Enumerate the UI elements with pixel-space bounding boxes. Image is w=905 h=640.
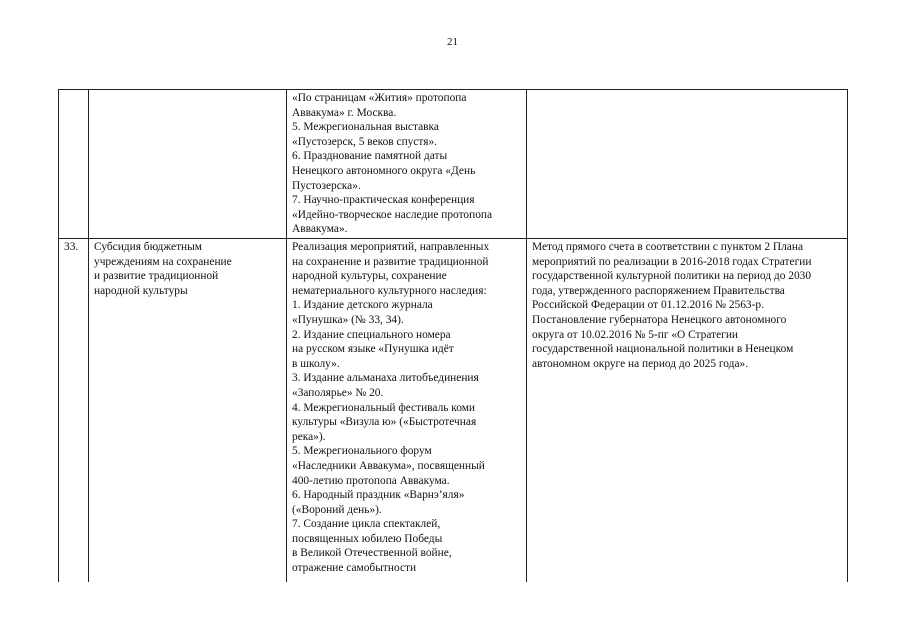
text-line: на русском языке «Пунушка идёт bbox=[292, 343, 454, 356]
calculation-method-cell bbox=[527, 239, 848, 582]
text-line: Реализация мероприятий, направленных bbox=[292, 241, 490, 253]
text-line: Субсидия бюджетным bbox=[94, 241, 203, 253]
text-line: 6. Празднование памятной даты bbox=[292, 150, 448, 163]
text-line: 5. Межрегионального форум bbox=[292, 445, 432, 458]
text-line: государственной национальной политики в Ненецком bbox=[532, 343, 794, 356]
text-line: отражение самобытности bbox=[292, 562, 417, 575]
page-number: 21 bbox=[447, 36, 458, 48]
text-line: Аввакума». bbox=[292, 223, 348, 236]
text-line: 7. Создание цикла спектаклей, bbox=[292, 518, 441, 531]
text-line: 2. Издание специального номера bbox=[292, 328, 451, 341]
text-line: Ненецкого автономного округа «День bbox=[292, 164, 476, 177]
text-line: на сохранение и развитие традиционной bbox=[292, 255, 489, 268]
text-line: народной культуры bbox=[94, 284, 188, 297]
subsidy-name-cell bbox=[89, 90, 287, 239]
text-line: Пустозерска». bbox=[292, 179, 361, 192]
table-row-continuation bbox=[59, 90, 848, 239]
text-line: автономном округе на период до 2025 года». bbox=[532, 357, 749, 370]
events-cell bbox=[287, 239, 527, 582]
text-line: 400-летию протопопа Аввакума. bbox=[292, 474, 450, 487]
text-line: «По страницам «Жития» протопопа bbox=[292, 92, 467, 104]
subsidy-name-cell bbox=[89, 239, 287, 582]
events-cell bbox=[287, 90, 527, 239]
text-line: «Заполярье» № 20. bbox=[292, 386, 384, 399]
text-line: народной культуры, сохранение bbox=[292, 270, 447, 283]
text-line: «Наследники Аввакума», посвященный bbox=[292, 459, 485, 472]
text-line: 6. Народный праздник «Варнэ’яля» bbox=[292, 489, 465, 502]
text-line: и развитие традиционной bbox=[94, 270, 219, 283]
text-line: мероприятий по реализации в 2016-2018 годах Стратегии bbox=[532, 255, 812, 268]
text-line: «Пустозерск, 5 веков спустя». bbox=[292, 135, 438, 148]
text-line: 1. Издание детского журнала bbox=[292, 299, 433, 312]
text-line: в школу». bbox=[292, 357, 340, 370]
table-row-33 bbox=[59, 239, 848, 582]
text-line: «Пунушка» (№ 33, 34). bbox=[292, 313, 404, 326]
text-line: государственной культурной политики на период до 2030 bbox=[532, 270, 812, 283]
text-line: Аввакума» г. Москва. bbox=[292, 106, 397, 119]
text-line: посвященных юбилею Победы bbox=[292, 532, 443, 545]
data-table bbox=[58, 89, 848, 582]
text-line: «Идейно-творческое наследие протопопа bbox=[292, 208, 493, 221]
text-line: нематериального культурного наследия: bbox=[292, 284, 487, 297]
text-line: года, утвержденного распоряжением Правительства bbox=[532, 284, 785, 297]
text-line: река»). bbox=[292, 430, 326, 443]
text-line: Метод прямого счета в соответствии с пунктом 2 Плана bbox=[532, 241, 803, 253]
text-line: округа от 10.02.2016 № 5-пг «О Стратегии bbox=[532, 328, 739, 341]
text-line: 7. Научно-практическая конференция bbox=[292, 194, 475, 207]
text-line: культуры «Визула ю» («Быстротечная bbox=[292, 416, 477, 429]
row-number-cell bbox=[59, 90, 89, 239]
text-line: Постановление губернатора Ненецкого автономного bbox=[532, 313, 787, 326]
text-line: 5. Межрегиональная выставка bbox=[292, 121, 439, 134]
calculation-method-cell bbox=[527, 90, 848, 239]
row-number-cell: 33. bbox=[59, 239, 89, 582]
text-line: в Великой Отечественной войне, bbox=[292, 547, 452, 560]
text-line: 4. Межрегиональный фестиваль коми bbox=[292, 401, 476, 414]
text-line: («Вороний день»). bbox=[292, 503, 382, 516]
text-line: учреждениям на сохранение bbox=[94, 255, 232, 268]
text-line: 3. Издание альманаха литобъединения bbox=[292, 372, 479, 385]
text-line: Российской Федерации от 01.12.2016 № 2563-р. bbox=[532, 299, 764, 312]
